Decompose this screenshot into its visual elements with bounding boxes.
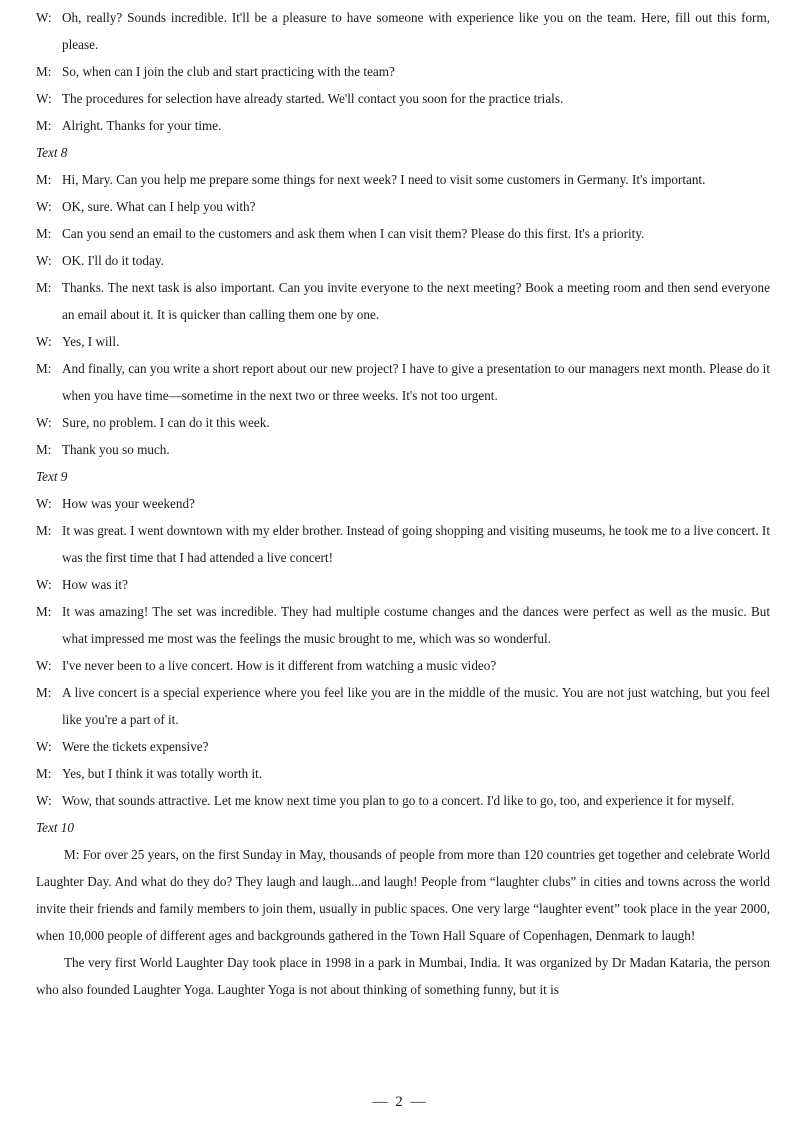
line-text: I've never been to a live concert. How is it different from watching a music video? [62,658,497,673]
line-text: The procedures for selection have already started. We'll contact you soon for the practice trials. [62,91,564,106]
dialogue-line [36,85,770,112]
dialogue-line [36,58,770,85]
dialogue-line [36,355,770,409]
line-text: A live concert is a special experience where you feel like you are in the middle of the music. You are not just watching, but you feel like you're a part of it. [62,685,770,727]
dialogue-line [36,598,770,652]
dialogue-line [36,274,770,328]
page-number: — 2 — [372,1094,428,1110]
line-text: OK, sure. What can I help you with? [62,199,256,214]
section-heading-text9: Text 9 [36,469,68,484]
line-text: Thank you so much. [62,442,170,457]
speaker-label: M: [36,685,52,700]
speaker-label: M: [36,523,52,538]
monologue-paragraph: M: For over 25 years, on the first Sunday in May, thousands of people from more than 120 countries get together and celebrate World Laughter Day. And what do they do? They laugh and laugh...and laugh! People from “laughter clubs” in cities and towns across the world invite their friends and family members to join them, usually in public spaces. One very large “laughter event” took place in the year 2000, when 10,000 people of different ages and backgrounds gathered in the Town Hall Square of Copenhagen, Denmark to laugh! [36,847,770,943]
line-text: Can you send an email to the customers and ask them when I can visit them? Please do this first. It's a priority. [62,226,645,241]
speaker-label: W: [36,253,52,268]
speaker-label: W: [36,334,52,349]
section-heading-text8: Text 8 [36,145,68,160]
dialogue-line [36,4,770,58]
dialogue-line [36,517,770,571]
speaker-label: M: [36,361,52,376]
text9-section [36,463,770,814]
text10-section [36,814,770,1003]
speaker-label: W: [36,658,52,673]
line-text: Were the tickets expensive? [62,739,209,754]
dialogue-line [36,571,770,598]
dialogue-line [36,679,770,733]
dialogue-line [36,220,770,247]
dialogue-line [36,652,770,679]
line-text: OK. I'll do it today. [62,253,164,268]
line-text: It was amazing! The set was incredible. They had multiple costume changes and the dances were perfect as well as the music. But what impressed me most was the feelings the music brought to me, which was so wonderful. [62,604,770,646]
line-text: Hi, Mary. Can you help me prepare some things for next week? I need to visit some customers in Germany. It's important. [62,172,706,187]
line-text: And finally, can you write a short report about our new project? I have to give a presentation to our managers next month. Please do it when you have time—sometime in the next two or three weeks. It's not too urgent. [62,361,770,403]
dialogue-line [36,490,770,517]
speaker-label: M: [36,766,52,781]
line-text: Sure, no problem. I can do it this week. [62,415,270,430]
speaker-label: W: [36,91,52,106]
section-heading-text10: Text 10 [36,820,74,835]
dialogue-line [36,436,770,463]
line-text: So, when can I join the club and start practicing with the team? [62,64,395,79]
speaker-label: M: [36,172,52,187]
line-text: Wow, that sounds attractive. Let me know next time you plan to go to a concert. I'd like to go, too, and experience it for myself. [62,793,735,808]
intro-dialogue [36,4,770,139]
speaker-label: W: [36,577,52,592]
dialogue-line [36,733,770,760]
speaker-label: M: [36,118,52,133]
dialogue-line [36,787,770,814]
line-text: Oh, really? Sounds incredible. It'll be a pleasure to have someone with experience like you on the team. Here, fill out this form, please. [62,10,770,52]
speaker-label: M: [36,604,52,619]
speaker-label: W: [36,739,52,754]
dialogue-line [36,328,770,355]
speaker-label: W: [36,10,52,25]
dialogue-line [36,760,770,787]
monologue-paragraph: The very first World Laughter Day took place in 1998 in a park in Mumbai, India. It was organized by Dr Madan Kataria, the person who also founded Laughter Yoga. Laughter Yoga is not about thinking of something funny, but it is [36,955,770,997]
line-text: Yes, but I think it was totally worth it. [62,766,263,781]
speaker-label: M: [36,64,52,79]
line-text: Thanks. The next task is also important. Can you invite everyone to the next meeting? Book a meeting room and then send everyone an email about it. It is quicker than calling them one by one. [62,280,770,322]
dialogue-line [36,193,770,220]
dialogue-line [36,247,770,274]
speaker-label: W: [36,415,52,430]
speaker-label: M: [36,226,52,241]
line-text: Alright. Thanks for your time. [62,118,222,133]
dialogue-line [36,166,770,193]
dialogue-line [36,112,770,139]
speaker-label: W: [36,793,52,808]
line-text: How was your weekend? [62,496,195,511]
speaker-label: M: [36,442,52,457]
speaker-label: W: [36,199,52,214]
text8-section [36,139,770,463]
line-text: Yes, I will. [62,334,120,349]
line-text: How was it? [62,577,128,592]
dialogue-line [36,409,770,436]
speaker-label: M: [36,280,52,295]
line-text: It was great. I went downtown with my elder brother. Instead of going shopping and visiting museums, he took me to a live concert. It was the first time that I had attended a live concert! [62,523,770,565]
speaker-label: W: [36,496,52,511]
